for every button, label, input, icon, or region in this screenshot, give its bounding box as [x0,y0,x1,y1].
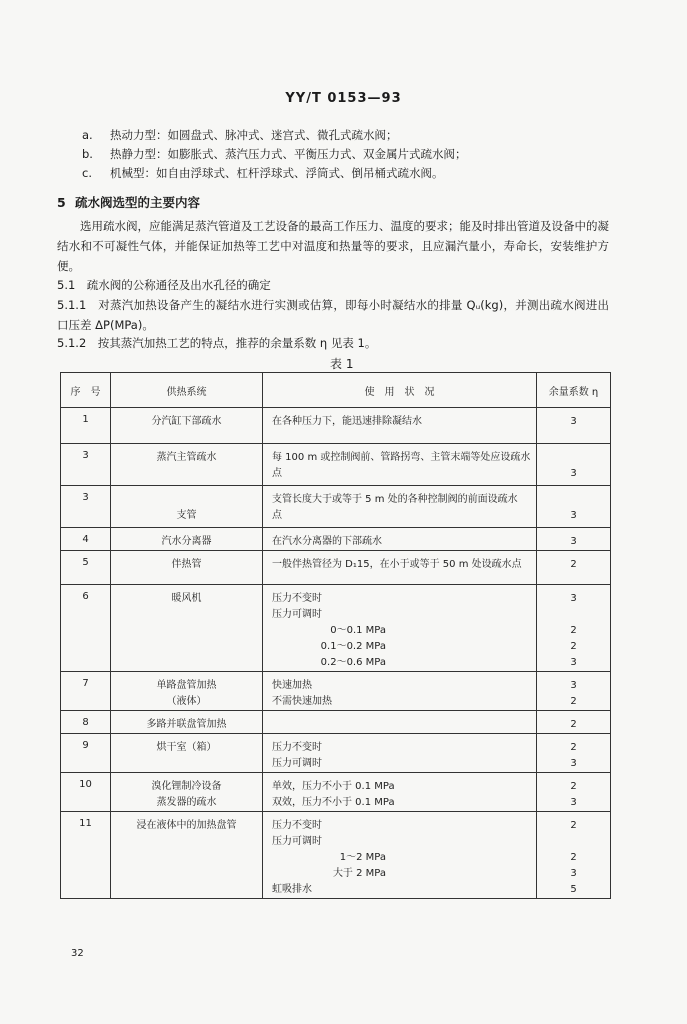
cell-usage [263,486,537,528]
system-line: 支管 [176,510,197,521]
list-item-a [82,127,398,143]
coef-value: 3 [570,868,577,879]
cell-seq: 5 [61,551,111,585]
list-item-b [82,146,467,162]
usage-line: 在汽水分离器的下部疏水 [272,536,382,547]
system-line: 暖风机 [171,593,202,604]
subsection-5-1-2: 5.1.2 按其蒸汽加热工艺的特点，推荐的余量系数 η 见表 1。 [57,336,377,350]
usage-line: 在各种压力下，能迅速排除凝结水 [272,416,422,427]
page-number: 32 [71,948,84,959]
cell-system [111,551,263,585]
table-row [61,408,611,444]
cell-seq: 1 [61,408,111,444]
usage-line: 0～0.1 MPa [330,625,386,636]
cell-system [111,672,263,711]
cell-system [111,444,263,486]
cell-system [111,585,263,672]
section-title: 疏水阀选型的主要内容 [75,195,201,210]
cell-coef [537,711,611,734]
system-line: 单路盘管加热 [156,680,217,691]
system-line: 多路并联盘管加热 [146,719,227,730]
list-marker: b. [82,147,93,161]
coef-value [537,450,610,466]
usage-line: 压力不变时 [272,820,322,831]
section-number: 5 [57,195,66,210]
header-seq: 序 号 [61,373,111,408]
cell-usage [263,773,537,812]
table-row [61,486,611,528]
usage-line: 单效，压力不小于 0.1 MPa [272,781,395,792]
header-coef: 余量系数 η [537,373,611,408]
cell-coef [537,408,611,444]
table-row [61,585,611,672]
table-row [61,711,611,734]
table-row [61,812,611,899]
cell-coef [537,585,611,672]
usage-line: 双效，压力不小于 0.1 MPa [272,797,395,808]
subsection-5-1-1: 5.1.1 对蒸汽加热设备产生的凝结水进行实测或估算，即每小时凝结水的排量 Qᵤ(kg)，并测出疏水阀进出口压差 ΔP(MPa)。 [57,298,609,332]
usage-line: 压力不变时 [272,742,322,753]
usage-line: 压力可调时 [272,609,322,620]
system-line: 蒸发器的疏水 [156,797,217,808]
section-paragraph: 选用疏水阀，应能满足蒸汽管道及工艺设备的最高工作压力、温度的要求；能及时排出管道及设备中的凝结水和不可凝性气体，并能保证加热等工艺中对温度和热量等的要求，且应漏汽量小，寿命长，安装维护方便。 [57,219,609,273]
usage-line: 支管长度大于或等于 5 m 处的各种控制阀的前面设疏水 [272,494,518,505]
usage-line: 压力可调时 [272,758,322,769]
coef-value: 2 [570,559,577,570]
list-marker: a. [82,128,93,142]
cell-usage [263,408,537,444]
system-line [111,492,262,508]
list-text: 热动力型：如圆盘式、脉冲式、迷宫式、微孔式疏水阀； [110,128,398,142]
cell-system [111,812,263,899]
cell-usage [263,551,537,585]
coef-value: 2 [570,742,577,753]
cell-seq: 3 [61,444,111,486]
system-line: （液体） [166,696,207,707]
cell-usage [263,812,537,899]
table-row [61,444,611,486]
list-marker: c. [82,166,92,180]
section-heading [57,193,200,211]
cell-seq: 8 [61,711,111,734]
cell-coef [537,528,611,551]
cell-usage [263,444,537,486]
cell-seq: 9 [61,734,111,773]
coef-value: 3 [570,468,577,479]
usage-line: 压力可调时 [272,836,322,847]
system-line: 溴化锂制冷设备 [151,781,222,792]
usage-line: 点 [272,510,282,521]
coef-value: 2 [570,781,577,792]
usage-line: 一般伴热管径为 D₁15，在小于或等于 50 m 处设疏水点 [272,559,522,570]
coef-value: 3 [570,416,577,427]
cell-usage [263,734,537,773]
coef-value: 2 [570,641,577,652]
table-caption: 表 1 [330,357,354,371]
usage-line: 压力不变时 [272,593,322,604]
usage-line: 点 [272,468,282,479]
coef-value: 3 [570,657,577,668]
cell-coef [537,444,611,486]
system-line: 汽水分离器 [161,536,212,547]
system-line: 伴热管 [171,559,202,570]
standard-number: YY/T 0153—93 [285,91,402,106]
cell-system [111,773,263,812]
cell-usage [263,528,537,551]
coef-value: 2 [570,696,577,707]
table-row [61,551,611,585]
header-system: 供热系统 [111,373,263,408]
cell-system [111,486,263,528]
list-item-c [82,165,444,181]
header-usage: 使 用 状 况 [263,373,537,408]
cell-coef [537,734,611,773]
coef-value [537,607,610,623]
usage-line: 每 100 m 或控制阀前、管路拐弯、主管末端等处应设疏水 [272,452,531,463]
list-text: 热静力型：如膨胀式、蒸汽压力式、平衡压力式、双金属片式疏水阀； [110,147,467,161]
cell-seq: 6 [61,585,111,672]
cell-system [111,734,263,773]
table-row [61,773,611,812]
table-row [61,528,611,551]
system-line: 浸在液体中的加热盘管 [136,820,237,831]
usage-line: 快速加热 [272,680,312,691]
coef-value: 2 [570,820,577,831]
cell-coef [537,551,611,585]
coef-value [537,834,610,850]
cell-seq: 11 [61,812,111,899]
coef-value: 3 [570,536,577,547]
coef-value: 5 [570,884,577,895]
cell-usage [263,672,537,711]
usage-line: 1～2 MPa [339,852,386,863]
cell-seq: 4 [61,528,111,551]
cell-seq: 7 [61,672,111,711]
cell-seq: 10 [61,773,111,812]
subsection-5-1: 5.1 疏水阀的公称通径及出水孔径的确定 [57,278,271,292]
usage-line [263,717,536,733]
usage-line: 不需快速加热 [272,696,332,707]
usage-line: 虹吸排水 [272,884,312,895]
cell-coef [537,672,611,711]
usage-line: 0.2～0.6 MPa [320,657,386,668]
system-line: 分汽缸下部疏水 [151,416,222,427]
cell-coef [537,773,611,812]
coef-value: 3 [570,758,577,769]
list-text: 机械型：如自由浮球式、杠杆浮球式、浮筒式、倒吊桶式疏水阀。 [110,166,444,180]
cell-seq: 3 [61,486,111,528]
table-header-row [61,373,611,408]
coef-value: 3 [570,680,577,691]
cell-usage [263,585,537,672]
cell-system [111,711,263,734]
usage-line: 0.1～0.2 MPa [320,641,386,652]
coefficient-table [60,372,611,899]
system-line: 烘干室（箱） [156,742,217,753]
coef-value: 3 [570,797,577,808]
coef-value: 2 [570,719,577,730]
coef-value [537,492,610,508]
system-line: 蒸汽主管疏水 [156,452,217,463]
cell-coef [537,812,611,899]
coef-value: 3 [570,510,577,521]
table-row [61,672,611,711]
cell-system [111,408,263,444]
coef-value: 3 [570,593,577,604]
coef-value: 2 [570,852,577,863]
coef-value: 2 [570,625,577,636]
usage-line: 大于 2 MPa [332,868,386,879]
cell-system [111,528,263,551]
cell-usage [263,711,537,734]
cell-coef [537,486,611,528]
table-row [61,734,611,773]
